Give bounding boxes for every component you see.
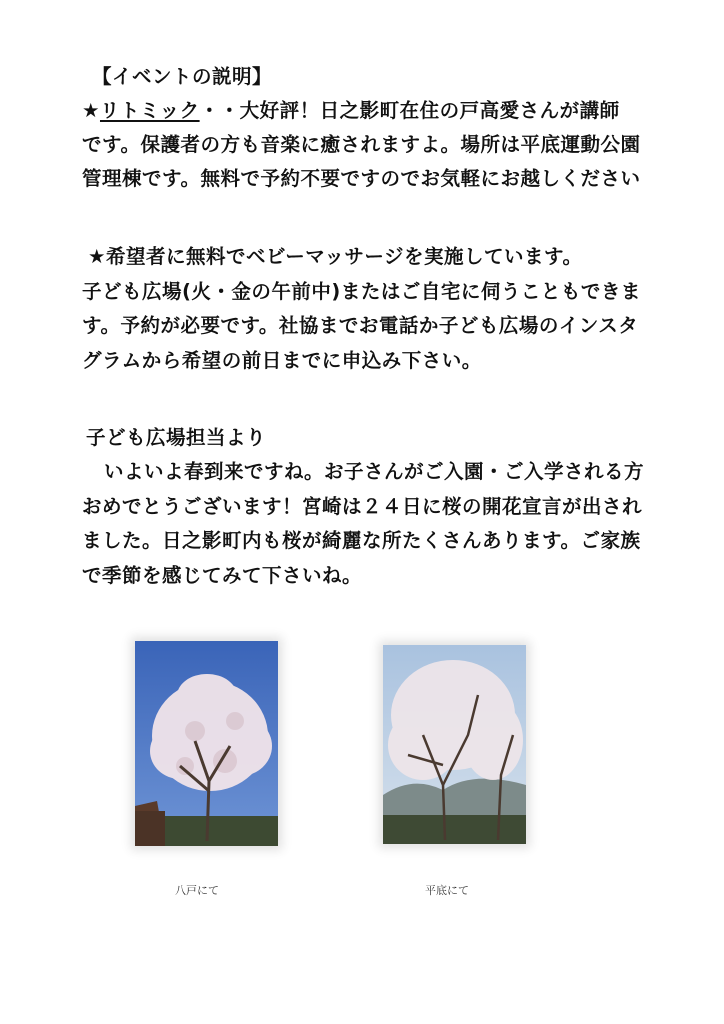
message-section-heading: 子ども広場担当より: [86, 426, 267, 449]
star-bullet: ★: [82, 99, 100, 122]
message-line-1: いよいよ春到来ですね。お子さんがご入園・ご入学される方: [104, 460, 645, 483]
photo-caption-hachido: 八戸にて: [175, 884, 219, 897]
massage-line-2: 子ども広場(火・金の午前中)またはご自宅に伺うこともできま: [82, 280, 641, 303]
cherry-tree-image: [135, 641, 278, 846]
massage-line-4: グラムから希望の前日までに申込み下さい。: [82, 349, 482, 372]
message-line-2: おめでとうございます！宮崎は２４日に桜の開花宣言が出され: [82, 495, 643, 518]
rhythmic-line-2: です。保護者の方も音楽に癒されますよ。場所は平底運動公園: [82, 133, 641, 156]
rhythmic-keyword: リトミック: [99, 99, 200, 122]
rhythmic-line-3: 管理棟です。無料で予約不要ですのでお気軽にお越しください: [82, 167, 641, 190]
message-line-3: ました。日之影町内も桜が綺麗な所たくさんあります。ご家族: [82, 529, 641, 552]
massage-line-1: ★希望者に無料でベビーマッサージを実施しています。: [88, 245, 583, 268]
event-section-heading: 【イベントの説明】: [92, 65, 273, 88]
rhythmic-line-1-rest: ・・大好評！日之影町在住の戸高愛さんが講師: [199, 99, 620, 122]
cherry-blossom-photo-hachido: [135, 641, 278, 846]
message-line-4: で季節を感じてみて下さいね。: [82, 564, 363, 587]
cherry-tree-image: [383, 645, 526, 844]
massage-line-3: す。予約が必要です。社協までお電話か子ども広場のインスタ: [82, 314, 639, 337]
cherry-blossom-photo-hiraso: [383, 645, 526, 844]
photo-caption-hiraso: 平底にて: [425, 884, 469, 897]
rhythmic-line-1: [82, 97, 620, 125]
